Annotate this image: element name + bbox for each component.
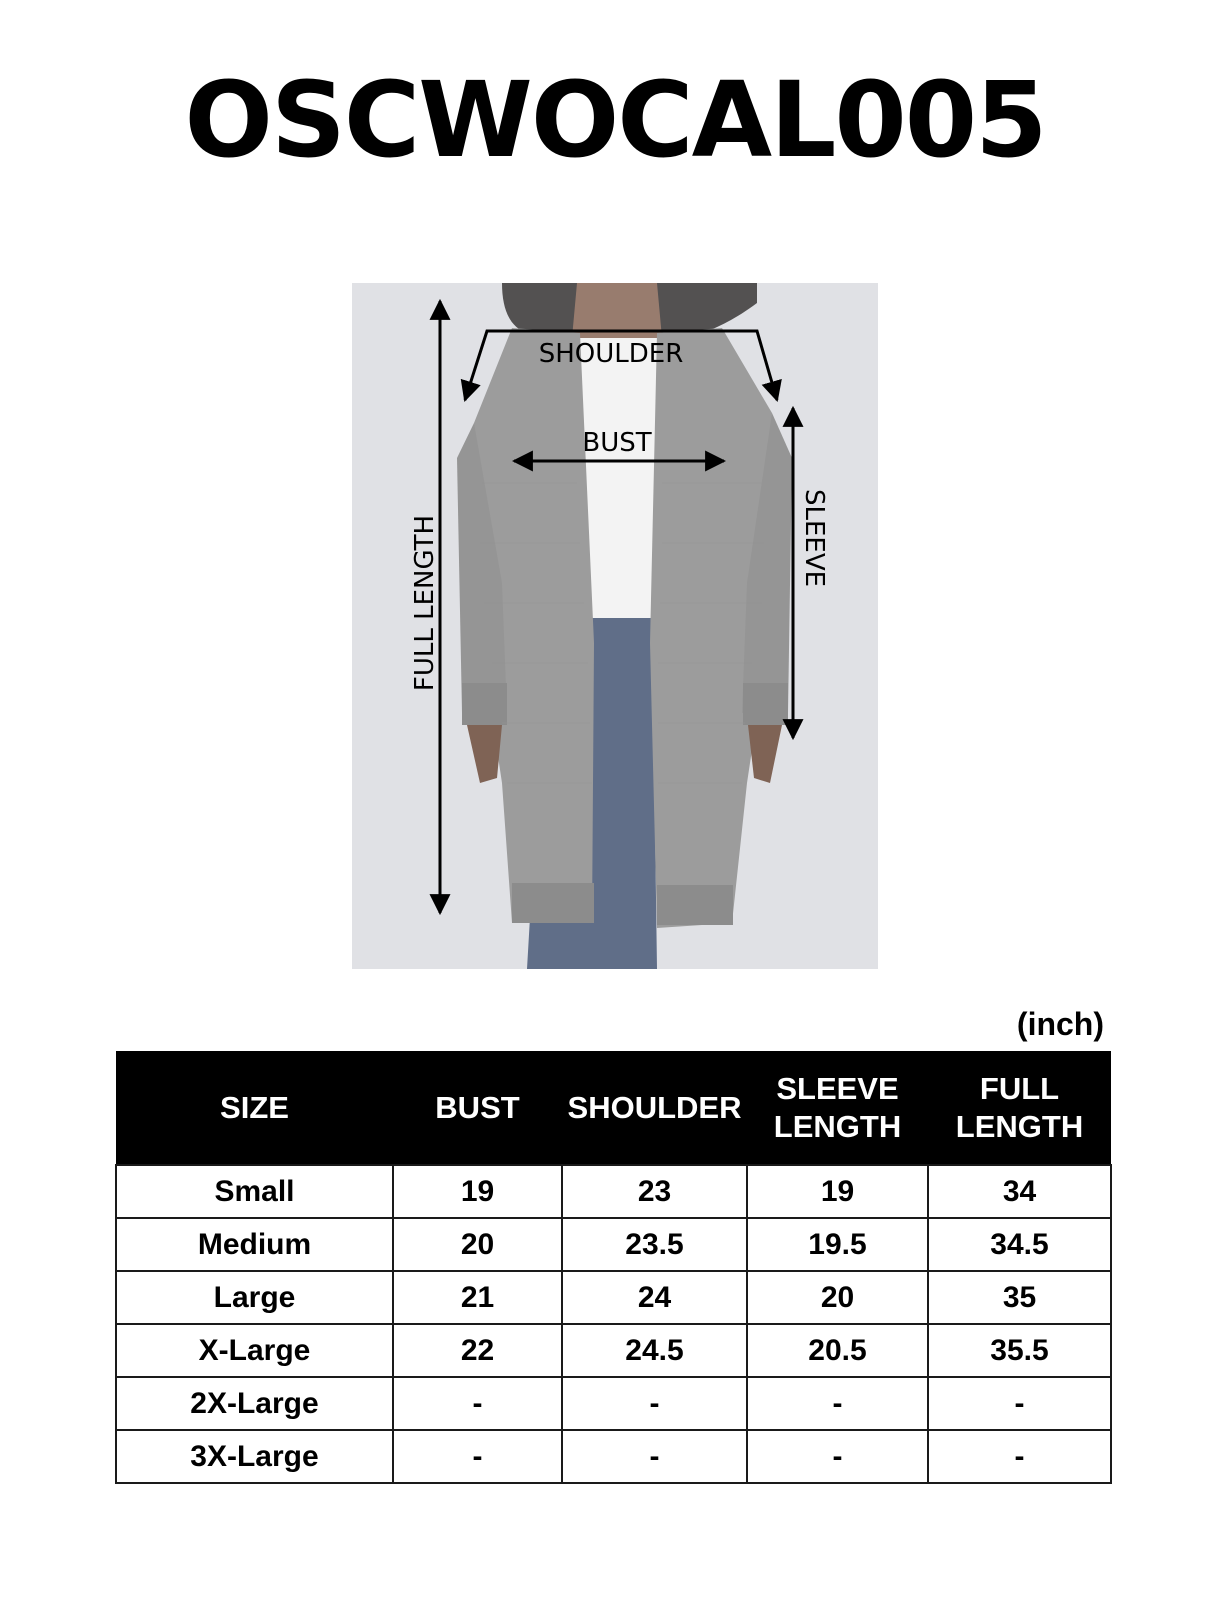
product-code-title: OSCWOCAL005 (184, 59, 1046, 181)
unit-label: (inch) (1016, 1006, 1104, 1042)
full-length-cell: 34.5 (928, 1218, 1111, 1271)
table-row (116, 1430, 1111, 1483)
size-cell: 2X-Large (116, 1377, 393, 1430)
sleeve-length-cell: - (747, 1377, 928, 1430)
size-cell: Medium (116, 1218, 393, 1271)
bust-cell: 21 (393, 1271, 562, 1324)
shoulder-cell: - (562, 1377, 747, 1430)
full-length-cell: 34 (928, 1165, 1111, 1218)
full-length-cell: - (928, 1430, 1111, 1483)
shoulder-cell: 24.5 (562, 1324, 747, 1377)
shoulder-cell: - (562, 1430, 747, 1483)
full-length-label: FULL LENGTH (410, 514, 440, 692)
full-length-cell: - (928, 1377, 1111, 1430)
cardigan-photo-illustration (352, 283, 878, 969)
full-length-cell: 35 (928, 1271, 1111, 1324)
header-sleeve-length: SLEEVE LENGTH (747, 1051, 928, 1165)
table-row (116, 1165, 1111, 1218)
full-length-cell: 35.5 (928, 1324, 1111, 1377)
sleeve-label: SLEEVE (799, 488, 829, 588)
header-full-length: FULL LENGTH (928, 1051, 1111, 1165)
sleeve-length-cell: 19.5 (747, 1218, 928, 1271)
size-cell: Large (116, 1271, 393, 1324)
shoulder-cell: 23.5 (562, 1218, 747, 1271)
table-row (116, 1218, 1111, 1271)
bust-cell: - (393, 1430, 562, 1483)
shoulder-label: SHOULDER (538, 339, 684, 369)
table-row (116, 1271, 1111, 1324)
table-header-row (116, 1051, 1111, 1165)
size-cell: Small (116, 1165, 393, 1218)
sleeve-length-cell: 19 (747, 1165, 928, 1218)
sleeve-length-cell: 20 (747, 1271, 928, 1324)
sleeve-length-cell: 20.5 (747, 1324, 928, 1377)
table-row (116, 1377, 1111, 1430)
shoulder-cell: 23 (562, 1165, 747, 1218)
measurement-diagram (352, 283, 878, 969)
header-shoulder: SHOULDER (562, 1051, 747, 1165)
size-cell: X-Large (116, 1324, 393, 1377)
bust-cell: 22 (393, 1324, 562, 1377)
shoulder-cell: 24 (562, 1271, 747, 1324)
header-bust: BUST (393, 1051, 562, 1165)
table-row (116, 1324, 1111, 1377)
bust-cell: 20 (393, 1218, 562, 1271)
bust-cell: - (393, 1377, 562, 1430)
size-cell: 3X-Large (116, 1430, 393, 1483)
bust-cell: 19 (393, 1165, 562, 1218)
header-size: SIZE (116, 1051, 393, 1165)
bust-label: BUST (582, 428, 652, 458)
size-chart-table (115, 1051, 1112, 1484)
sleeve-length-cell: - (747, 1430, 928, 1483)
